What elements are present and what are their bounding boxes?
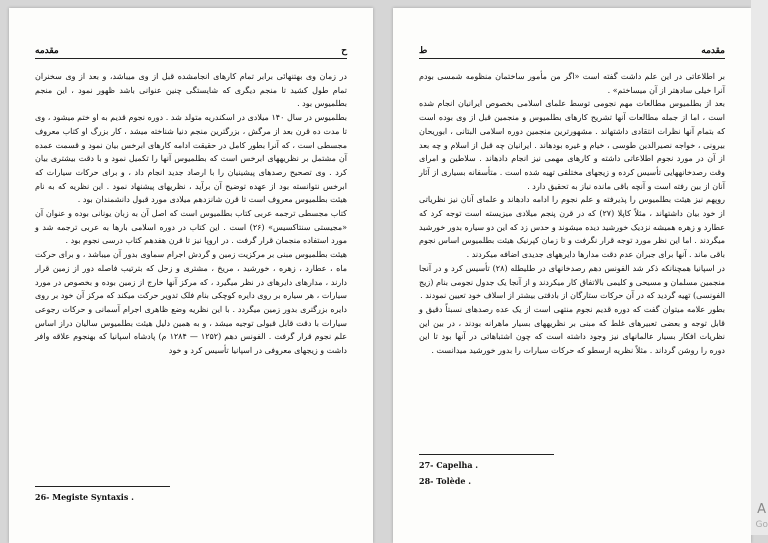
- paragraph: در اسپانیا همچنانکه ذکر شد الفونس دهم رصدخانهای در طلیطله (۲۸) تأسیس کرد و در آنجا منجمین مسلمان و مسیحی و کلیمی بالاتفاق کار میکردند و از آنجا یک جدول نجومی بنام (زیج الفونسی) تهیه گردید که در آن حرکات ستارگان از بادقتی بیشتر از اسلاف خود تعیین نمودند .: [419, 263, 725, 301]
- side-panel-strip[interactable]: [751, 0, 768, 535]
- paragraph: بر اطلاعاتی در این علم داشت گفته است «اگر من مأمور ساختمان منظومه شمسی بودم آنرا خیلی سادهتر از آن میساختم» .: [419, 72, 725, 95]
- left-page-header: [35, 42, 347, 59]
- right-page-header: [419, 42, 725, 59]
- footnote: 28- Tolède .: [419, 476, 471, 486]
- left-page-body: [35, 70, 347, 358]
- side-overlay-letter: A: [757, 502, 766, 517]
- running-title: مقدمه: [35, 46, 59, 56]
- running-title: مقدمه: [701, 46, 725, 56]
- footnote: 27- Capelha .: [419, 460, 479, 470]
- paragraph: هیئت بطلمیوس مبنی بر مرکزیت زمین و گردش اجرام سماوی بدور آن میباشد ، و برای حرکت ماه ، عطارد ، زهره ، خورشید ، مریخ ، مشتری و زحل که بترتیب فاصله دور از زمین قرار دارند ، مدارهای دایرهای در نظر میگیرد ، که مرکز آنها خارج از زمین بوده و بخصوص در مورد سیارات ، هر سیاره بر روی دایره کوچکی بنام فلک تدویر حرکت میکند که مرکز آن خود بر روی دایره بزرگتری بدور زمین میگردد . با این نظریه وضع ظاهری اجرام آسمانی و حرکات رجوعی سیارات با دقت قابل قبولی توجیه میشد ، و به همین دلیل هیئت بطلمیوس سالیان دراز اساس علم نجوم قرار گرفت . الفونس دهم (۱۲۵۲ — ۱۲۸۴ م) پادشاه اسپانیا که بهنجوم علاقه وافر داشت و زیجهای معروفی در اسپانیا تأسیس کرد و خود: [35, 250, 347, 356]
- right-page: [393, 8, 751, 543]
- footnote-rule: [419, 454, 554, 455]
- paragraph: بعد از بطلمیوس مطالعات مهم نجومی توسط علمای اسلامی بخصوص ایرانیان انجام شده است ، اما از جمله مطالعات آنها تشریح کارهای بطلمیوس و منجمین قبل از وی بوده است که بتمام آنها نظرات انتقادی داشتهاند . مشهورترین منجمین دوره اسلامی البتانی ، ابوریحان بیرونی ، خواجه نصیرالدین طوسی ، خیام و غیره بودهاند . ایرانیان چه قبل از اسلام و چه بعد از آن در مورد نجوم اطلاعاتی داشته و کارهای مهمی نیز انجام دادهاند . سلاطین و امرای وقت رصدخانههایی تأسیس کرده و زیجهای مختلفی تهیه شده است . متأسفانه بسیاری از آثار آنان از بین رفته است و آنچه باقی مانده نیاز به تحقیق دارد .: [419, 99, 725, 191]
- left-page: [9, 8, 373, 543]
- paragraph: بطلمیوس در سال ۱۴۰ میلادی در اسکندریه متولد شد . دوره نجوم قدیم به او ختم میشود ، وی تا مدت ده قرن بعد از مرگش ، بزرگترین منجم دنیا شناخته میشد ، کار بزرگ او کتاب معروف مجسطی است ، که آنرا بطور کامل در حقیقت ادامه کارهای ابرخس بیان نمود و قسمت عمده آن مشتمل بر نظریههای ابرخس است که بطلمیوس آنها را تکمیل نمود و با دقت بیشتری بیان کرد . وی تصحیح رصدهای پیشینیان را با ارصاد جدید انجام داد ، و برای حرکات سیارات که ابرخس نتوانسته بود از عهده توضیح آن برآید ، نظریهای پیشنهاد نمود . این نظریه که به نام هیئت بطلمیوس معروف است تا قرن شانزدهم میلادی مورد قبول دانشمندان بود .: [35, 113, 347, 205]
- paragraph: بطور علامه میتوان گفت که دوره قدیم نجوم منتهی است از یک عده رصدهای نسبتاً دقیق و قابل توجه و بعضی تعبیرهای غلط که مبنی بر نظریههای بسیار ماهرانه بودند ، در بین این نظریات افکار بسیار عالمانهای نیز وجود داشته است که چون اشتباهاتی در آنها بود تا این دوره را روشن گرداند . مثلاً نظریه ارسطو که حرکات سیارات را بدور خورشید میدانست .: [419, 304, 725, 356]
- footnote-rule: [35, 486, 170, 487]
- side-overlay-text: Go: [755, 520, 768, 530]
- paragraph: در زمان وی بهتنهائی برابر تمام کارهای انجامشده قبل از وی میباشد، و بعد از وی سخنران تمام طول کشید تا منجم دیگری که شایستگی چنین عنوانی باشد ظهور نمود ، این منجم بطلمیوس بود .: [35, 72, 347, 109]
- paragraph: روپهم نیز هیئت بطلمیوس را پذیرفته و علم نجوم را ادامه دادهاند و علمای آنان نیز نظریاتی از خود بیان داشتهاند ، مثلاً کاپلا (۲۷) که در قرن پنجم میلادی میزیسته است توجه کرد که عطارد و زهره همیشه نزدیک خورشید دیده میشوند و حدس زد که این دو سیاره بدور خورشید میگردند . اما این نظر مورد توجه قرار نگرفت و تا زمان کپرنیک هیئت بطلمیوس اساس نجوم باقی ماند . آنها برای جبران عدم دقت مدارها دایرههای جدیدی اضافه میکردند .: [419, 195, 725, 260]
- paragraph: کتاب مجسطی ترجمه عربی کتاب بطلمیوس است که اصل آن به زبان یونانی بوده و عنوان آن «مجیستی سنتاکسیس» (۲۶) است . این کتاب در دوره اسلامی بارها به عربی ترجمه شد و مورد استفاده منجمان قرار گرفت . در اروپا نیز تا قرن هفدهم کتاب درسی نجوم بود .: [35, 209, 348, 246]
- page-number-letter: ط: [419, 46, 428, 56]
- right-page-body: [419, 70, 725, 358]
- page-number-letter: ح: [341, 46, 347, 56]
- footnote: 26- Megiste Syntaxis .: [35, 492, 134, 502]
